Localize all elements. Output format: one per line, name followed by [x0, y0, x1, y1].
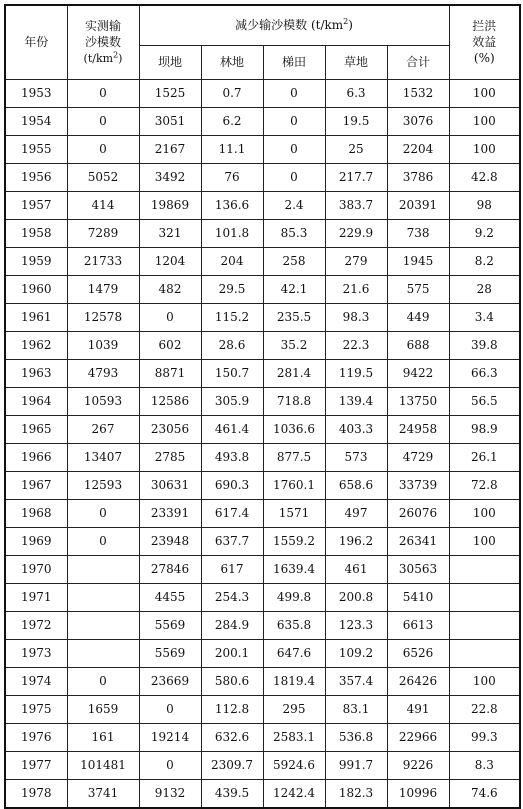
cell-terrace: 0	[263, 135, 325, 163]
cell-year: 1957	[5, 191, 67, 219]
cell-total: 5410	[387, 583, 449, 611]
cell-total: 24958	[387, 415, 449, 443]
cell-terrace: 1242.4	[263, 779, 325, 808]
cell-year: 1953	[5, 79, 67, 107]
cell-benefit	[449, 555, 520, 583]
table-row	[5, 135, 520, 163]
cell-terrace: 0	[263, 79, 325, 107]
table-row	[5, 695, 520, 723]
cell-benefit: 100	[449, 107, 520, 135]
cell-forest: 461.4	[201, 415, 263, 443]
cell-terrace: 647.6	[263, 639, 325, 667]
sediment-table-container	[4, 4, 519, 800]
cell-measured: 1479	[67, 275, 139, 303]
cell-year: 1976	[5, 723, 67, 751]
cell-measured: 161	[67, 723, 139, 751]
cell-dam: 23391	[139, 499, 201, 527]
cell-year: 1967	[5, 471, 67, 499]
cell-measured: 1039	[67, 331, 139, 359]
cell-measured	[67, 639, 139, 667]
cell-total: 1532	[387, 79, 449, 107]
cell-measured: 4793	[67, 359, 139, 387]
table-row	[5, 359, 520, 387]
cell-terrace: 499.8	[263, 583, 325, 611]
cell-dam: 482	[139, 275, 201, 303]
header-dam-land: 坝地	[139, 45, 201, 79]
cell-forest: 136.6	[201, 191, 263, 219]
cell-dam: 9132	[139, 779, 201, 808]
cell-year: 1973	[5, 639, 67, 667]
cell-dam: 8871	[139, 359, 201, 387]
cell-year: 1964	[5, 387, 67, 415]
cell-grass: 658.6	[325, 471, 387, 499]
table-row	[5, 331, 520, 359]
cell-dam: 2167	[139, 135, 201, 163]
cell-grass: 123.3	[325, 611, 387, 639]
cell-total: 688	[387, 331, 449, 359]
cell-terrace: 281.4	[263, 359, 325, 387]
cell-benefit: 28	[449, 275, 520, 303]
cell-dam: 5569	[139, 639, 201, 667]
cell-year: 1960	[5, 275, 67, 303]
cell-benefit: 100	[449, 79, 520, 107]
cell-dam: 4455	[139, 583, 201, 611]
cell-forest: 29.5	[201, 275, 263, 303]
table-row	[5, 247, 520, 275]
cell-forest: 101.8	[201, 219, 263, 247]
cell-dam: 0	[139, 303, 201, 331]
cell-forest: 637.7	[201, 527, 263, 555]
table-row	[5, 387, 520, 415]
cell-forest: 28.6	[201, 331, 263, 359]
cell-year: 1977	[5, 751, 67, 779]
cell-grass: 22.3	[325, 331, 387, 359]
cell-year: 1955	[5, 135, 67, 163]
cell-total: 26341	[387, 527, 449, 555]
cell-year: 1969	[5, 527, 67, 555]
cell-total: 3076	[387, 107, 449, 135]
cell-dam: 19214	[139, 723, 201, 751]
cell-year: 1978	[5, 779, 67, 808]
header-measured-unit: (t/km	[83, 52, 114, 66]
cell-measured: 10593	[67, 387, 139, 415]
cell-measured	[67, 611, 139, 639]
cell-grass: 98.3	[325, 303, 387, 331]
table-row	[5, 275, 520, 303]
cell-measured: 0	[67, 527, 139, 555]
sediment-reduction-table	[4, 4, 521, 809]
cell-grass: 21.6	[325, 275, 387, 303]
cell-dam: 0	[139, 695, 201, 723]
cell-forest: 254.3	[201, 583, 263, 611]
header-total: 合计	[387, 45, 449, 79]
cell-grass: 25	[325, 135, 387, 163]
cell-grass: 497	[325, 499, 387, 527]
cell-dam: 23948	[139, 527, 201, 555]
header-reduced-group-text: 减少输沙模数 (t/km	[235, 18, 344, 33]
cell-dam: 1525	[139, 79, 201, 107]
cell-benefit: 3.4	[449, 303, 520, 331]
cell-year: 1959	[5, 247, 67, 275]
cell-total: 26076	[387, 499, 449, 527]
table-row	[5, 611, 520, 639]
cell-forest: 11.1	[201, 135, 263, 163]
cell-year: 1958	[5, 219, 67, 247]
cell-total: 4729	[387, 443, 449, 471]
cell-forest: 690.3	[201, 471, 263, 499]
cell-grass: 196.2	[325, 527, 387, 555]
cell-terrace: 1571	[263, 499, 325, 527]
cell-year: 1966	[5, 443, 67, 471]
cell-terrace: 0	[263, 163, 325, 191]
cell-terrace: 718.8	[263, 387, 325, 415]
cell-grass: 403.3	[325, 415, 387, 443]
cell-dam: 23056	[139, 415, 201, 443]
cell-total: 26426	[387, 667, 449, 695]
cell-terrace: 85.3	[263, 219, 325, 247]
cell-forest: 493.8	[201, 443, 263, 471]
cell-total: 33739	[387, 471, 449, 499]
cell-terrace: 1036.6	[263, 415, 325, 443]
table-row	[5, 219, 520, 247]
cell-total: 575	[387, 275, 449, 303]
cell-terrace: 5924.6	[263, 751, 325, 779]
cell-forest: 284.9	[201, 611, 263, 639]
cell-benefit: 99.3	[449, 723, 520, 751]
cell-terrace: 258	[263, 247, 325, 275]
cell-year: 1975	[5, 695, 67, 723]
cell-year: 1974	[5, 667, 67, 695]
cell-dam: 30631	[139, 471, 201, 499]
cell-year: 1963	[5, 359, 67, 387]
cell-dam: 0	[139, 751, 201, 779]
cell-year: 1956	[5, 163, 67, 191]
header-terrace: 梯田	[263, 45, 325, 79]
cell-year: 1961	[5, 303, 67, 331]
cell-measured	[67, 555, 139, 583]
cell-forest: 617.4	[201, 499, 263, 527]
cell-forest: 150.7	[201, 359, 263, 387]
cell-total: 6526	[387, 639, 449, 667]
cell-grass: 19.5	[325, 107, 387, 135]
cell-forest: 617	[201, 555, 263, 583]
cell-benefit: 66.3	[449, 359, 520, 387]
table-row	[5, 471, 520, 499]
cell-measured: 21733	[67, 247, 139, 275]
cell-total: 30563	[387, 555, 449, 583]
header-reduced-group	[139, 5, 449, 45]
cell-measured: 0	[67, 667, 139, 695]
cell-forest: 632.6	[201, 723, 263, 751]
table-row	[5, 667, 520, 695]
cell-grass: 536.8	[325, 723, 387, 751]
cell-terrace: 35.2	[263, 331, 325, 359]
cell-total: 20391	[387, 191, 449, 219]
cell-total: 9422	[387, 359, 449, 387]
cell-benefit: 8.2	[449, 247, 520, 275]
table-row	[5, 555, 520, 583]
cell-forest: 204	[201, 247, 263, 275]
cell-benefit	[449, 639, 520, 667]
cell-terrace: 235.5	[263, 303, 325, 331]
cell-grass: 279	[325, 247, 387, 275]
cell-benefit: 100	[449, 135, 520, 163]
cell-dam: 19869	[139, 191, 201, 219]
cell-measured: 0	[67, 107, 139, 135]
cell-total: 9226	[387, 751, 449, 779]
table-row	[5, 443, 520, 471]
cell-grass: 573	[325, 443, 387, 471]
cell-grass: 461	[325, 555, 387, 583]
cell-forest: 305.9	[201, 387, 263, 415]
cell-measured: 12593	[67, 471, 139, 499]
cell-forest: 112.8	[201, 695, 263, 723]
cell-forest: 76	[201, 163, 263, 191]
cell-terrace: 1819.4	[263, 667, 325, 695]
table-row	[5, 191, 520, 219]
header-forest-land: 林地	[201, 45, 263, 79]
cell-benefit: 56.5	[449, 387, 520, 415]
header-measured-line2: 沙模数	[84, 34, 121, 49]
cell-grass: 991.7	[325, 751, 387, 779]
cell-benefit: 8.3	[449, 751, 520, 779]
cell-total: 2204	[387, 135, 449, 163]
cell-year: 1965	[5, 415, 67, 443]
cell-measured: 7289	[67, 219, 139, 247]
cell-total: 1945	[387, 247, 449, 275]
cell-measured	[67, 583, 139, 611]
table-row	[5, 303, 520, 331]
cell-benefit: 74.6	[449, 779, 520, 808]
cell-terrace: 1559.2	[263, 527, 325, 555]
cell-measured: 0	[67, 499, 139, 527]
cell-forest: 2309.7	[201, 751, 263, 779]
cell-total: 10996	[387, 779, 449, 808]
header-year-text: 年份	[24, 35, 49, 50]
cell-grass: 6.3	[325, 79, 387, 107]
cell-terrace: 635.8	[263, 611, 325, 639]
cell-measured: 12578	[67, 303, 139, 331]
cell-year: 1970	[5, 555, 67, 583]
cell-benefit: 9.2	[449, 219, 520, 247]
cell-dam: 27846	[139, 555, 201, 583]
header-reduced-group-close: )	[348, 18, 353, 33]
cell-total: 13750	[387, 387, 449, 415]
cell-grass: 383.7	[325, 191, 387, 219]
cell-measured: 101481	[67, 751, 139, 779]
cell-year: 1962	[5, 331, 67, 359]
cell-terrace: 42.1	[263, 275, 325, 303]
cell-measured: 1659	[67, 695, 139, 723]
cell-dam: 3492	[139, 163, 201, 191]
table-row	[5, 79, 520, 107]
table-row	[5, 527, 520, 555]
table-row	[5, 723, 520, 751]
cell-benefit: 100	[449, 667, 520, 695]
table-row	[5, 107, 520, 135]
header-flood-line1: 拦洪	[472, 18, 497, 33]
table-row	[5, 163, 520, 191]
cell-terrace: 1639.4	[263, 555, 325, 583]
cell-measured: 0	[67, 135, 139, 163]
cell-terrace: 2583.1	[263, 723, 325, 751]
cell-dam: 321	[139, 219, 201, 247]
cell-terrace: 2.4	[263, 191, 325, 219]
header-flood-benefit	[449, 5, 520, 79]
cell-year: 1972	[5, 611, 67, 639]
table-row	[5, 583, 520, 611]
cell-grass: 109.2	[325, 639, 387, 667]
cell-total: 449	[387, 303, 449, 331]
header-flood-line2: 效益	[472, 35, 497, 50]
cell-grass: 217.7	[325, 163, 387, 191]
cell-dam: 602	[139, 331, 201, 359]
cell-terrace: 295	[263, 695, 325, 723]
cell-measured: 414	[67, 191, 139, 219]
header-measured-line1: 实测输	[84, 18, 121, 33]
cell-benefit: 100	[449, 527, 520, 555]
cell-forest: 200.1	[201, 639, 263, 667]
cell-dam: 2785	[139, 443, 201, 471]
cell-forest: 0.7	[201, 79, 263, 107]
cell-forest: 439.5	[201, 779, 263, 808]
cell-benefit	[449, 583, 520, 611]
cell-benefit: 100	[449, 499, 520, 527]
cell-total: 738	[387, 219, 449, 247]
table-row	[5, 415, 520, 443]
cell-dam: 23669	[139, 667, 201, 695]
table-row	[5, 751, 520, 779]
cell-grass: 229.9	[325, 219, 387, 247]
cell-terrace: 0	[263, 107, 325, 135]
cell-dam: 3051	[139, 107, 201, 135]
cell-total: 491	[387, 695, 449, 723]
header-year	[5, 5, 67, 79]
header-measured-modulus	[67, 5, 139, 79]
cell-measured: 13407	[67, 443, 139, 471]
table-row	[5, 639, 520, 667]
cell-grass: 139.4	[325, 387, 387, 415]
table-body	[5, 79, 520, 808]
cell-benefit: 42.8	[449, 163, 520, 191]
header-reduced-group-sup: 2	[343, 17, 349, 27]
cell-dam: 5569	[139, 611, 201, 639]
cell-total: 6613	[387, 611, 449, 639]
cell-grass: 200.8	[325, 583, 387, 611]
header-flood-line3: (%)	[473, 51, 495, 66]
cell-benefit: 72.8	[449, 471, 520, 499]
cell-total: 22966	[387, 723, 449, 751]
cell-measured: 5052	[67, 163, 139, 191]
cell-forest: 115.2	[201, 303, 263, 331]
cell-grass: 83.1	[325, 695, 387, 723]
cell-dam: 12586	[139, 387, 201, 415]
cell-total: 3786	[387, 163, 449, 191]
cell-forest: 580.6	[201, 667, 263, 695]
header-grassland: 草地	[325, 45, 387, 79]
table-row	[5, 499, 520, 527]
cell-terrace: 877.5	[263, 443, 325, 471]
cell-grass: 357.4	[325, 667, 387, 695]
cell-year: 1968	[5, 499, 67, 527]
cell-benefit: 22.8	[449, 695, 520, 723]
cell-year: 1954	[5, 107, 67, 135]
table-row	[5, 779, 520, 808]
cell-forest: 6.2	[201, 107, 263, 135]
cell-measured: 3741	[67, 779, 139, 808]
cell-benefit: 26.1	[449, 443, 520, 471]
cell-benefit: 98	[449, 191, 520, 219]
cell-terrace: 1760.1	[263, 471, 325, 499]
cell-benefit: 39.8	[449, 331, 520, 359]
cell-measured: 0	[67, 79, 139, 107]
cell-benefit	[449, 611, 520, 639]
cell-grass: 119.5	[325, 359, 387, 387]
cell-measured: 267	[67, 415, 139, 443]
cell-benefit: 98.9	[449, 415, 520, 443]
header-measured-close: )	[118, 52, 123, 66]
cell-dam: 1204	[139, 247, 201, 275]
cell-grass: 182.3	[325, 779, 387, 808]
cell-year: 1971	[5, 583, 67, 611]
header-measured-sup: 2	[113, 50, 119, 60]
